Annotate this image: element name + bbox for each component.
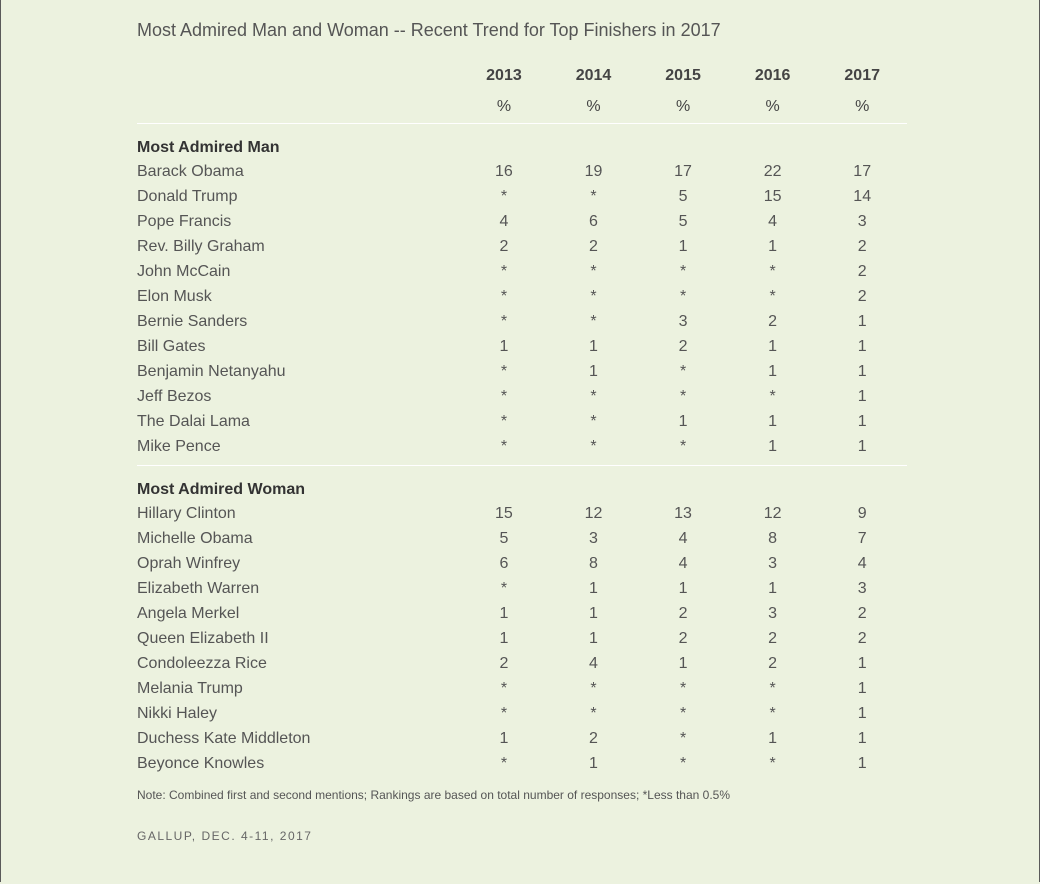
- percent-cell: *: [679, 754, 687, 772]
- unit-header: %: [817, 91, 907, 124]
- percent-cell: 1: [678, 654, 688, 672]
- percent-cell: *: [679, 287, 687, 305]
- person-name: Oprah Winfrey: [137, 554, 241, 572]
- percent-cell: 1: [768, 362, 778, 380]
- percent-cell: 2: [589, 729, 598, 747]
- percent-cell: 9: [857, 504, 867, 522]
- percent-cell: 1: [857, 437, 867, 455]
- percent-cell: 4: [857, 554, 867, 572]
- percent-cell: 4: [768, 212, 778, 230]
- person-name: Duchess Kate Middleton: [137, 729, 311, 747]
- percent-cell: 1: [768, 729, 778, 747]
- percent-cell: 14: [853, 187, 872, 205]
- percent-cell: *: [500, 187, 508, 205]
- percent-cell: *: [590, 387, 597, 405]
- percent-cell: *: [500, 387, 508, 405]
- percent-cell: *: [679, 362, 687, 380]
- percent-cell: *: [500, 754, 508, 772]
- percent-cell: 6: [589, 212, 598, 230]
- table-title: Most Admired Man and Woman -- Recent Trend for Top Finishers in 2017: [137, 20, 721, 40]
- table-row: [137, 526, 907, 551]
- percent-cell: 12: [763, 504, 782, 522]
- percent-cell: 1: [589, 362, 598, 380]
- table-row: [137, 676, 907, 701]
- percent-cell: 2: [499, 654, 509, 672]
- table-row: [137, 576, 907, 601]
- person-name: Melania Trump: [137, 679, 243, 697]
- table-row: [137, 209, 907, 234]
- percent-cell: *: [500, 704, 508, 722]
- table-row: [137, 551, 907, 576]
- percent-cell: 1: [857, 679, 867, 697]
- percent-cell: *: [500, 312, 508, 330]
- percent-cell: 1: [499, 604, 509, 622]
- percent-cell: 17: [674, 162, 692, 180]
- percent-cell: *: [769, 754, 776, 772]
- table-row: [137, 284, 907, 309]
- percent-cell: *: [679, 387, 687, 405]
- table-row: [137, 159, 907, 184]
- percent-cell: *: [590, 312, 597, 330]
- year-header-row: [137, 60, 907, 91]
- unit-header: %: [638, 91, 728, 124]
- percent-cell: *: [500, 579, 508, 597]
- percent-cell: 5: [678, 187, 688, 205]
- table-row: [137, 701, 907, 726]
- table-row: [137, 726, 907, 751]
- percent-cell: 3: [768, 604, 778, 622]
- percent-cell: 2: [499, 237, 509, 255]
- percent-cell: *: [769, 262, 776, 280]
- year-header: 2016: [754, 66, 791, 84]
- source-credit: GALLUP, DEC. 4-11, 2017: [137, 829, 313, 843]
- table-row: [137, 409, 907, 434]
- person-name: Hillary Clinton: [137, 504, 236, 522]
- percent-cell: 2: [768, 629, 778, 647]
- percent-cell: 1: [589, 754, 598, 772]
- percent-cell: 2: [857, 604, 867, 622]
- table-row: [137, 501, 907, 526]
- percent-cell: *: [500, 262, 508, 280]
- percent-cell: 1: [768, 337, 778, 355]
- percent-cell: 1: [678, 412, 688, 430]
- person-name: Bill Gates: [137, 337, 206, 355]
- percent-cell: 1: [499, 729, 509, 747]
- person-name: Angela Merkel: [137, 604, 240, 622]
- percent-cell: 2: [857, 262, 867, 280]
- percent-cell: 1: [589, 337, 598, 355]
- percent-cell: 4: [678, 554, 688, 572]
- percent-cell: 1: [589, 604, 598, 622]
- table-row: [137, 651, 907, 676]
- percent-cell: 15: [495, 504, 513, 522]
- percent-cell: 2: [678, 337, 688, 355]
- person-name: Jeff Bezos: [137, 387, 212, 405]
- percent-cell: 16: [495, 162, 513, 180]
- percent-cell: *: [769, 287, 776, 305]
- person-name: Rev. Billy Graham: [137, 237, 265, 255]
- table-note: Note: Combined first and second mentions; Rankings are based on total number of responses; *Less than 0.5%: [137, 788, 731, 802]
- person-name: Elon Musk: [137, 287, 212, 305]
- percent-cell: 1: [589, 579, 598, 597]
- percent-cell: *: [769, 704, 776, 722]
- section-heading: Most Admired Woman: [137, 481, 306, 498]
- percent-cell: *: [500, 437, 508, 455]
- table-row: [137, 359, 907, 384]
- percent-cell: 1: [678, 579, 688, 597]
- percent-cell: *: [679, 679, 687, 697]
- person-name: Michelle Obama: [137, 529, 253, 547]
- unit-header: %: [728, 91, 818, 124]
- table-row: [137, 334, 907, 359]
- percent-cell: 1: [857, 704, 867, 722]
- percent-cell: 1: [499, 337, 509, 355]
- percent-cell: *: [590, 262, 597, 280]
- percent-cell: *: [679, 729, 687, 747]
- percent-cell: 1: [768, 579, 778, 597]
- percent-cell: 4: [589, 654, 598, 672]
- percent-cell: 15: [763, 187, 782, 205]
- table-row: [137, 309, 907, 334]
- percent-cell: 4: [678, 529, 688, 547]
- year-header: 2013: [486, 66, 522, 84]
- percent-cell: 22: [763, 162, 782, 180]
- person-name: Queen Elizabeth II: [137, 629, 269, 647]
- table-row: [137, 751, 907, 776]
- section-header-row: [137, 124, 907, 160]
- percent-cell: 3: [857, 212, 867, 230]
- percent-cell: 3: [678, 312, 688, 330]
- header-spacer: [137, 91, 459, 124]
- percent-cell: 13: [674, 504, 692, 522]
- person-name: Bernie Sanders: [137, 312, 248, 330]
- percent-cell: *: [500, 287, 508, 305]
- percent-cell: 1: [857, 729, 867, 747]
- percent-cell: 3: [589, 529, 598, 547]
- percent-cell: 1: [768, 437, 778, 455]
- percent-cell: *: [769, 387, 776, 405]
- person-name: Beyonce Knowles: [137, 754, 265, 772]
- percent-cell: 4: [499, 212, 509, 230]
- percent-cell: *: [500, 362, 508, 380]
- percent-cell: 1: [857, 337, 867, 355]
- percent-cell: 3: [768, 554, 778, 572]
- percent-cell: 1: [499, 629, 509, 647]
- person-name: Mike Pence: [137, 437, 221, 455]
- section-heading: Most Admired Man: [137, 139, 280, 156]
- percent-cell: 1: [589, 629, 598, 647]
- percent-cell: 8: [768, 529, 778, 547]
- person-name: John McCain: [137, 262, 231, 280]
- table-row: [137, 384, 907, 409]
- year-header: 2017: [844, 66, 880, 84]
- percent-cell: 12: [584, 504, 603, 522]
- person-name: Elizabeth Warren: [137, 579, 260, 597]
- percent-cell: 19: [584, 162, 603, 180]
- percent-cell: *: [590, 437, 597, 455]
- person-name: Pope Francis: [137, 212, 232, 230]
- percent-cell: 2: [678, 604, 688, 622]
- person-name: Condoleezza Rice: [137, 654, 267, 672]
- percent-cell: 6: [499, 554, 509, 572]
- percent-cell: 2: [678, 629, 688, 647]
- table-row: [137, 601, 907, 626]
- admired-trend-table: [137, 60, 907, 776]
- percent-cell: 1: [857, 412, 867, 430]
- percent-cell: 2: [857, 629, 867, 647]
- table-row: [137, 259, 907, 284]
- table-body: [137, 124, 907, 777]
- percent-cell: 8: [589, 554, 598, 572]
- person-name: Nikki Haley: [137, 704, 218, 722]
- year-header: 2014: [575, 66, 612, 84]
- percent-cell: *: [500, 412, 508, 430]
- percent-cell: *: [590, 412, 597, 430]
- percent-cell: 5: [678, 212, 688, 230]
- person-name: Barack Obama: [137, 162, 244, 180]
- percent-cell: *: [679, 437, 687, 455]
- percent-cell: *: [500, 679, 508, 697]
- section-header-row: [137, 466, 907, 502]
- percent-cell: 2: [857, 237, 867, 255]
- percent-cell: 17: [853, 162, 872, 180]
- person-name: Donald Trump: [137, 187, 238, 205]
- percent-cell: 2: [589, 237, 598, 255]
- unit-header-row: [137, 91, 907, 124]
- unit-header: %: [549, 91, 639, 124]
- percent-cell: 1: [857, 312, 867, 330]
- percent-cell: *: [769, 679, 776, 697]
- table-row: [137, 184, 907, 209]
- person-name: Benjamin Netanyahu: [137, 362, 286, 380]
- person-name: The Dalai Lama: [137, 412, 250, 430]
- percent-cell: 2: [857, 287, 867, 305]
- percent-cell: 7: [857, 529, 867, 547]
- percent-cell: 2: [768, 654, 778, 672]
- percent-cell: *: [590, 679, 597, 697]
- header-spacer: [137, 60, 459, 91]
- table-row: [137, 434, 907, 459]
- percent-cell: *: [590, 287, 597, 305]
- percent-cell: 2: [768, 312, 778, 330]
- percent-cell: 1: [857, 387, 867, 405]
- percent-cell: 1: [768, 237, 778, 255]
- percent-cell: *: [679, 262, 687, 280]
- percent-cell: 3: [857, 579, 867, 597]
- percent-cell: 1: [857, 362, 867, 380]
- table-row: [137, 234, 907, 259]
- percent-cell: 1: [857, 754, 867, 772]
- table-row: [137, 626, 907, 651]
- percent-cell: *: [590, 187, 597, 205]
- percent-cell: 1: [768, 412, 778, 430]
- year-header: 2015: [665, 66, 701, 84]
- percent-cell: 1: [678, 237, 688, 255]
- percent-cell: *: [679, 704, 687, 722]
- percent-cell: *: [590, 704, 597, 722]
- percent-cell: 1: [857, 654, 867, 672]
- percent-cell: 5: [499, 529, 509, 547]
- unit-header: %: [459, 91, 549, 124]
